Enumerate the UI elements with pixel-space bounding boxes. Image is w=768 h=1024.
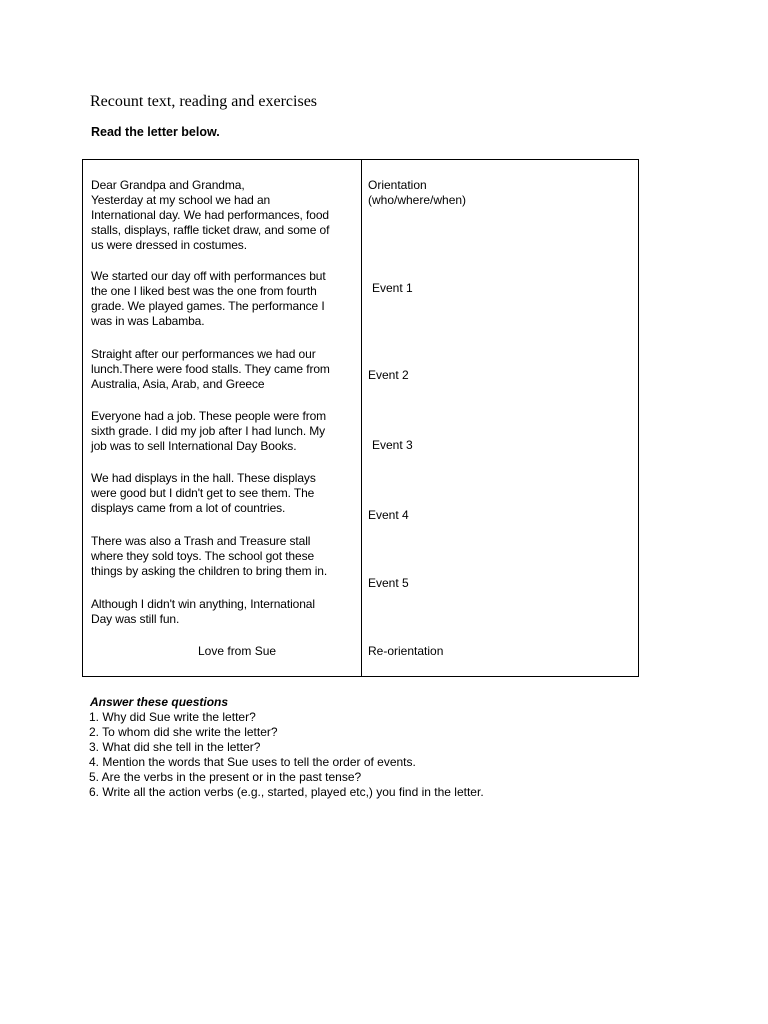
label-line: Event 1	[372, 281, 413, 295]
letter-paragraph-7	[91, 597, 353, 627]
letter-line: things by asking the children to bring them in.	[91, 564, 328, 578]
letter-line: lunch.There were food stalls. They came from	[91, 362, 330, 376]
letter-line: We started our day off with performances but	[91, 269, 326, 283]
letter-paragraph-1	[91, 178, 353, 253]
question-item: 2. To whom did she write the letter?	[89, 725, 278, 739]
question-item: 6. Write all the action verbs (e.g., started, played etc,) you find in the letter.	[89, 785, 484, 799]
letter-line: the one I liked best was the one from fourth	[91, 284, 317, 298]
question-item: 5. Are the verbs in the present or in the past tense?	[89, 770, 362, 784]
instruction-text: Read the letter below.	[91, 125, 220, 139]
letter-line: There was also a Trash and Treasure stall	[91, 534, 311, 548]
letter-line: Everyone had a job. These people were from	[91, 409, 327, 423]
letter-line: where they sold toys. The school got these	[91, 549, 315, 563]
label-line: Event 5	[368, 576, 409, 590]
letter-table	[82, 159, 639, 677]
letter-closing: Love from Sue	[198, 644, 277, 658]
label-event-5	[368, 576, 409, 591]
letter-paragraph-4	[91, 409, 353, 454]
question-item: 3. What did she tell in the letter?	[89, 740, 261, 754]
label-event-2	[368, 368, 409, 383]
letter-paragraph-2	[91, 269, 353, 329]
letter-line: Yesterday at my school we had an	[91, 193, 271, 207]
questions-list	[89, 710, 484, 800]
letter-paragraph-6	[91, 534, 353, 579]
letter-line: displays came from a lot of countries.	[91, 501, 286, 515]
label-line: Event 3	[372, 438, 413, 452]
letter-line: job was to sell International Day Books.	[91, 439, 297, 453]
label-line: (who/where/when)	[368, 193, 467, 207]
letter-paragraph-5	[91, 471, 353, 516]
letter-line: were good but I didn't get to see them. The	[91, 486, 315, 500]
letter-line: Australia, Asia, Arab, and Greece	[91, 377, 265, 391]
letter-line: International day. We had performances, food	[91, 208, 329, 222]
question-item: 1. Why did Sue write the letter?	[89, 710, 256, 724]
letter-line: was in was Labamba.	[91, 314, 205, 328]
label-line: Event 4	[368, 508, 409, 522]
page-title: Recount text, reading and exercises	[90, 93, 318, 110]
letter-line: Straight after our performances we had our	[91, 347, 316, 361]
label-re-orientation	[368, 644, 443, 659]
label-event-4	[368, 508, 409, 523]
letter-line: We had displays in the hall. These displays	[91, 471, 316, 485]
label-line: Event 2	[368, 368, 409, 382]
label-line: Re-orientation	[368, 644, 444, 658]
label-event-3	[372, 438, 413, 453]
question-item: 4. Mention the words that Sue uses to tell the order of events.	[89, 755, 416, 769]
letter-line: us were dressed in costumes.	[91, 238, 247, 252]
letter-paragraph-3	[91, 347, 353, 392]
letter-line: Day was still fun.	[91, 612, 180, 626]
label-orientation	[368, 178, 466, 208]
label-event-1	[372, 281, 413, 296]
letter-line: Dear Grandpa and Grandma,	[91, 178, 245, 192]
letter-line: grade. We played games. The performance I	[91, 299, 325, 313]
letter-line: stalls, displays, raffle ticket draw, and some of	[91, 223, 330, 237]
column-divider	[361, 160, 362, 676]
questions-heading: Answer these questions	[90, 695, 229, 709]
letter-line: sixth grade. I did my job after I had lunch. My	[91, 424, 326, 438]
letter-line: Although I didn't win anything, International	[91, 597, 315, 611]
label-line: Orientation	[368, 178, 427, 192]
